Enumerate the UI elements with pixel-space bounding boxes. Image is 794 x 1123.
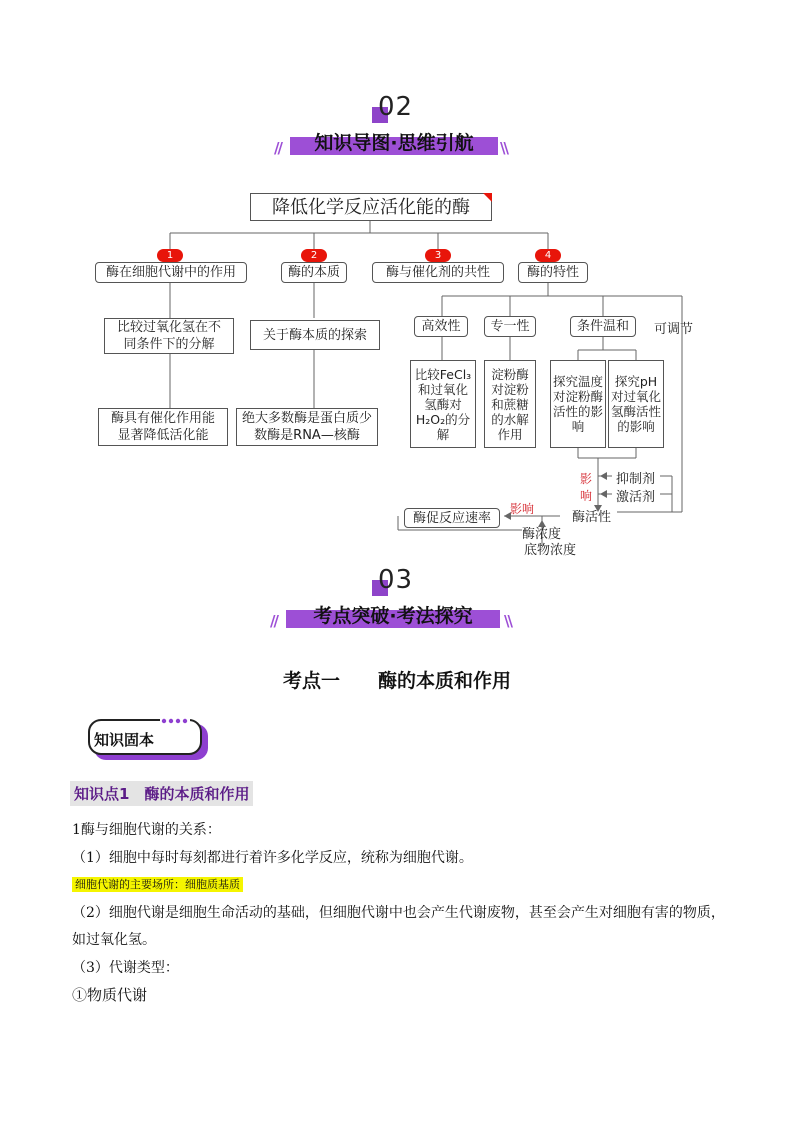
decor-slash-right: \\ xyxy=(504,612,511,630)
inhibitor-label: 抑制剂 xyxy=(616,472,656,487)
paragraph-5: ①物质代谢 xyxy=(72,986,148,1004)
substrate-concentration-label: 底物浓度 xyxy=(524,543,577,558)
knowledge-point-tag: 知识点1 酶的本质和作用 xyxy=(70,781,253,806)
branch-3-number: 3 xyxy=(425,249,451,262)
branch-1-conclusion: 酶具有催化作用能显著降低活化能 xyxy=(98,408,228,446)
branch-2-number: 2 xyxy=(301,249,327,262)
efficiency-experiment: 比较FeCl₃和过氧化氢酶对H₂O₂的分解 xyxy=(410,360,476,448)
branch-1-label: 酶在细胞代谢中的作用 xyxy=(95,262,247,283)
branch-2-conclusion: 绝大多数酶是蛋白质少数酶是RNA—核酶 xyxy=(236,408,378,446)
trait-specificity: 专一性 xyxy=(484,316,536,337)
branch-1-experiment: 比较过氧化氢在不同条件下的分解 xyxy=(104,318,234,354)
ph-experiment: 探究pH对过氧化氢酶活性的影响 xyxy=(608,360,664,448)
branch-4-label: 酶的特性 xyxy=(518,262,588,283)
decor-slash-left: // xyxy=(274,139,281,157)
paragraph-3-line-2: 如过氧化氢。 xyxy=(72,932,156,948)
trait-mild-conditions: 条件温和 xyxy=(570,316,636,337)
trait-efficiency: 高效性 xyxy=(414,316,468,337)
section-number: 02 xyxy=(378,92,414,122)
branch-2-exploration: 关于酶本质的探索 xyxy=(250,320,380,350)
knowledge-badge-label: 知识固本 xyxy=(94,731,155,749)
specificity-experiment: 淀粉酶对淀粉和蔗糖的水解作用 xyxy=(484,360,536,448)
reaction-rate-label: 酶促反应速率 xyxy=(404,508,500,528)
paragraph-3-line-1: （2）细胞代谢是细胞生命活动的基础，但细胞代谢中也会产生代谢废物，甚至会产生对细胞有害的物质， xyxy=(72,905,725,921)
section-number: 03 xyxy=(378,565,414,595)
branch-4-number: 4 xyxy=(535,249,561,262)
temperature-experiment: 探究温度对淀粉酶活性的影响 xyxy=(550,360,606,448)
branch-3-label: 酶与催化剂的共性 xyxy=(372,262,504,283)
paragraph-2: （1）细胞中每时每刻都进行着许多化学反应，统称为细胞代谢。 xyxy=(72,850,473,866)
section-title: 考点突破·考法探究 xyxy=(313,605,473,627)
influence-label-3: 影响 xyxy=(510,502,535,516)
trait-regulatable: 可调节 xyxy=(654,322,694,337)
enzyme-activity-label: 酶活性 xyxy=(572,510,612,525)
decor-slash-left: // xyxy=(270,612,277,630)
branch-1-number: 1 xyxy=(157,249,183,262)
exam-point-title: 考点一 酶的本质和作用 xyxy=(282,670,511,692)
influence-label-1: 影 xyxy=(580,472,593,486)
branch-2-label: 酶的本质 xyxy=(281,262,347,283)
enzyme-concentration-label: 酶浓度 xyxy=(522,527,562,542)
influence-label-2: 响 xyxy=(580,489,593,503)
section-title: 知识导图·思维引航 xyxy=(314,132,474,154)
mindmap-root: 降低化学反应活化能的酶 xyxy=(250,193,492,221)
paragraph-1: 1酶与细胞代谢的关系： xyxy=(72,822,221,838)
paragraph-4: （3）代谢类型： xyxy=(72,960,179,976)
activator-label: 激活剂 xyxy=(616,490,656,505)
root-corner-mark xyxy=(483,193,492,202)
decor-slash-right: \\ xyxy=(500,139,507,157)
highlight-note: 细胞代谢的主要场所：细胞质基质 xyxy=(72,877,243,892)
